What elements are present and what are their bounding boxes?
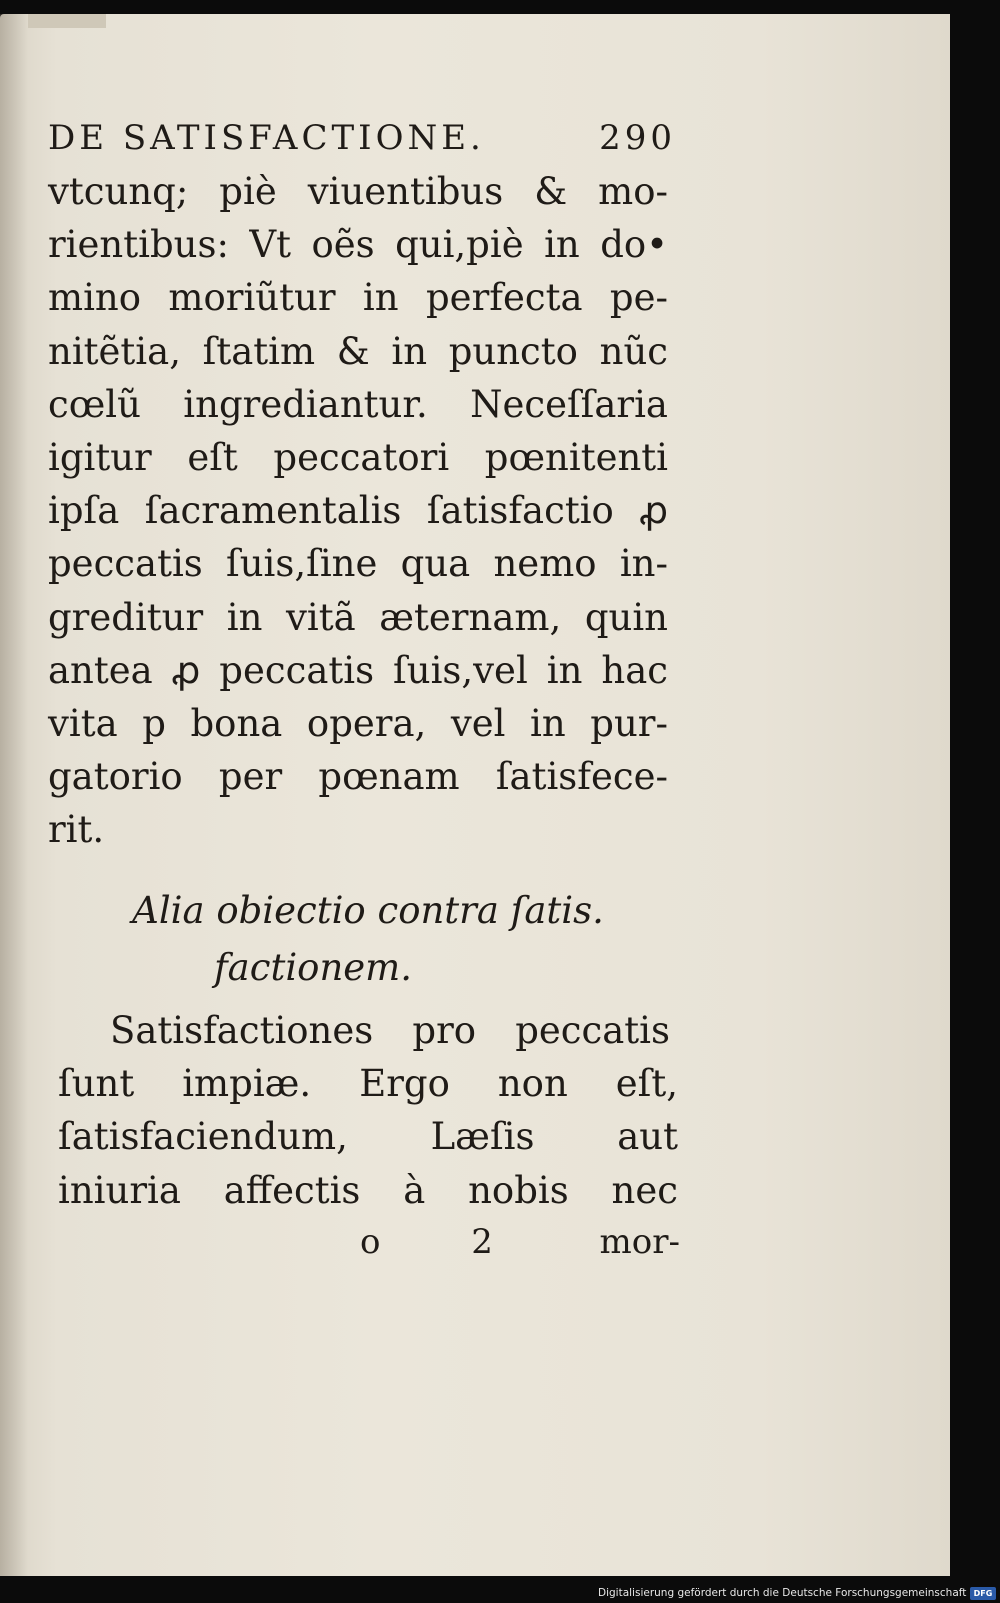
main-text-block [48,112,688,856]
text-line: iniuria affectis à nobis nec [58,1168,678,1212]
dfg-logo-icon: DFG [970,1587,996,1600]
running-header-title: DE SATISFACTIONE. [48,118,485,158]
text-line: ſatisfaciendum, Læſis aut [58,1115,678,1159]
digitization-credit: Digitalisierung gefördert durch die Deutsche Forschungsgemeinschaft [598,1587,967,1599]
text-line: greditur in vitã æternam, quin [48,595,668,639]
signature-mark: o 2 [360,1222,533,1262]
section-heading-line: factionem. [213,946,413,989]
text-line: peccatis ſuis,ſine qua nemo in- [48,542,668,586]
page-number: 290 [599,118,676,158]
text-line: vita p bona opera, vel in pur- [48,701,668,745]
text-line: ipſa ſacramentalis ſatisfactio ꝓ [48,489,668,533]
text-line: gatorio per pœnam ſatisfece- [48,755,668,799]
text-line: ſunt impiæ. Ergo non eſt, [58,1062,678,1106]
text-line: nitẽtia, ſtatim & in puncto nũc [48,329,668,373]
text-line: vtcunq; piè viuentibus & mo- [48,170,668,213]
section-heading-line: Alia obiectio contra ſatis. [132,889,604,932]
text-line: rientibus: Vt oẽs qui,piè in do• [48,223,668,267]
text-line: cœlũ ingrediantur. Neceſſaria [48,382,668,426]
second-paragraph [58,1004,678,1217]
text-line: Satisfactiones pro peccatis [110,1009,670,1052]
text-line: igitur eſt peccatori pœnitenti [48,435,668,479]
section-heading [48,882,688,996]
page-tab [28,14,106,28]
running-header [48,112,676,165]
text-line: antea ꝓ peccatis ſuis,vel in hac [48,648,668,692]
text-line: rit. [48,808,105,852]
text-line: mino moriũtur in perfecta pe- [48,276,668,320]
catchword: mor- [599,1222,680,1262]
page-footer-catchwords [360,1222,680,1262]
